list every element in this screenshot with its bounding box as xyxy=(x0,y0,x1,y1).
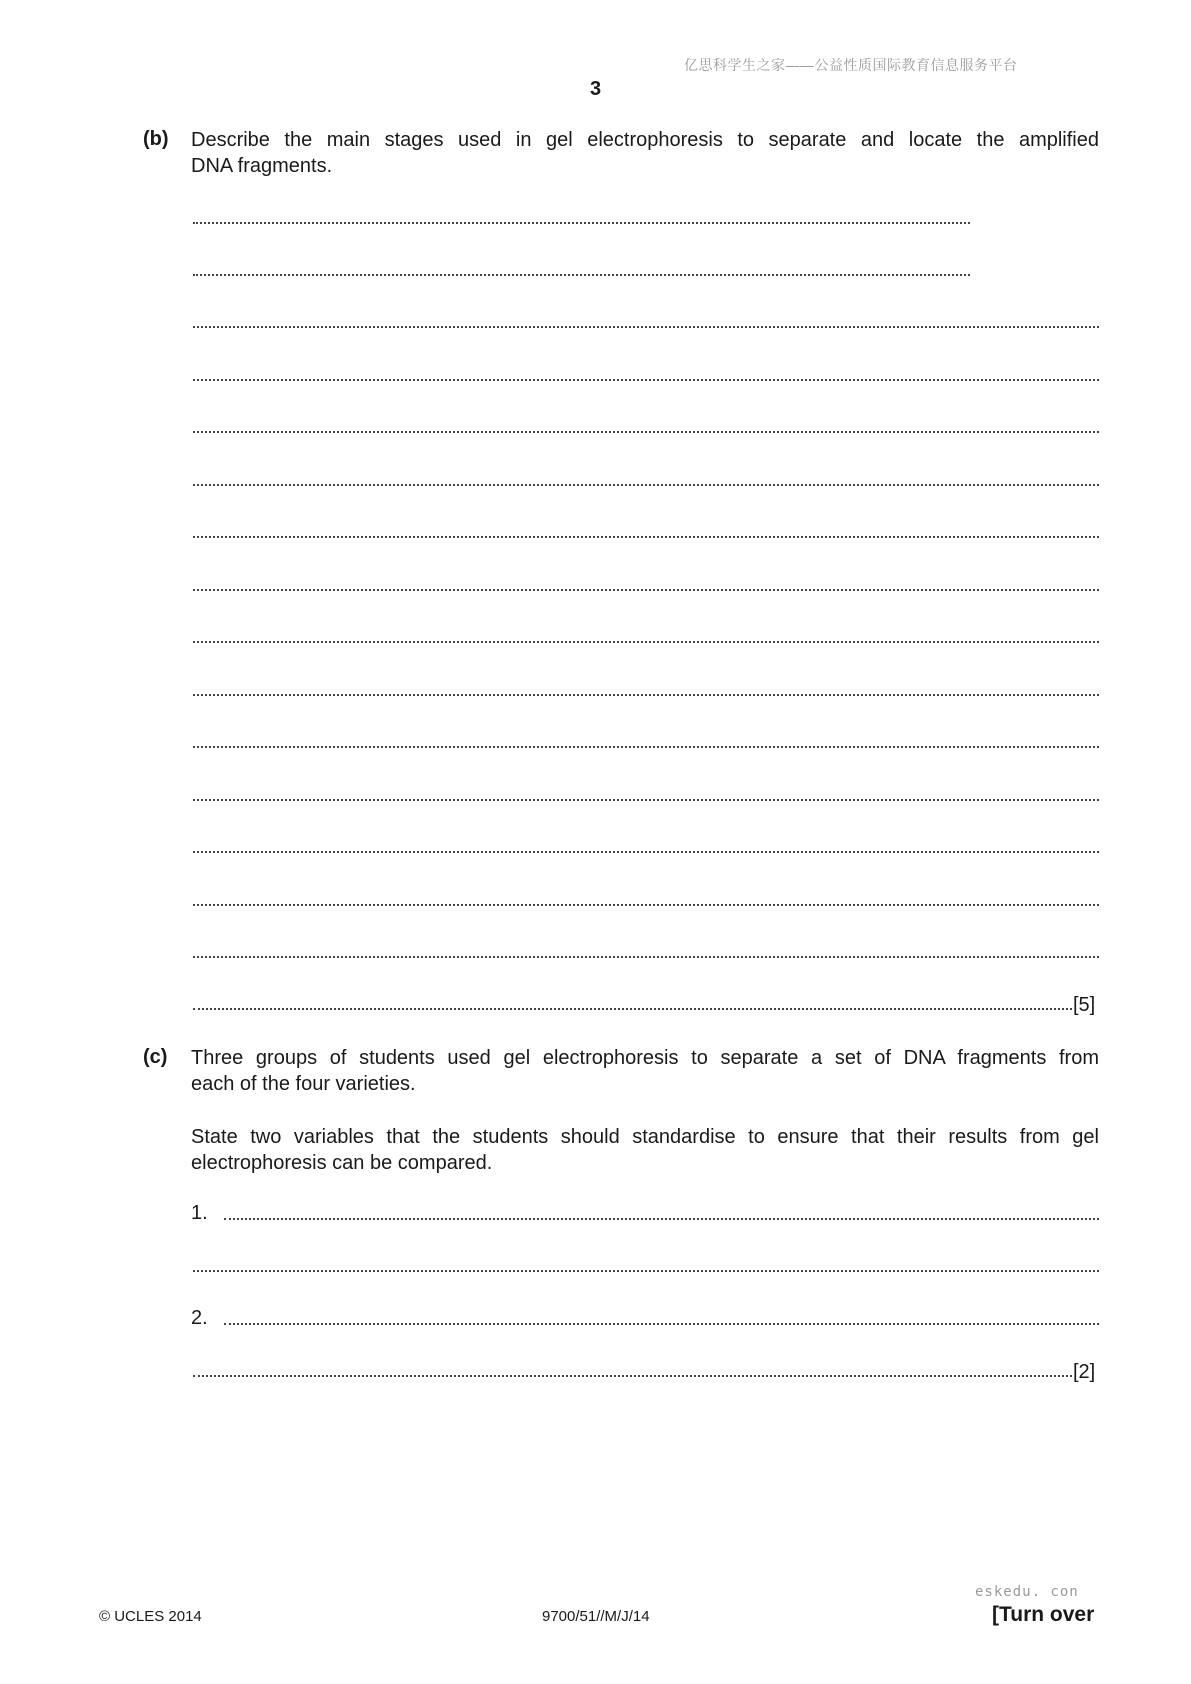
answer-line[interactable] xyxy=(193,589,1099,591)
answer-2-label: 2. xyxy=(191,1307,208,1329)
part-c-label: (c) xyxy=(143,1046,168,1068)
answer-line[interactable] xyxy=(193,904,1099,906)
answer-line[interactable] xyxy=(193,1008,1072,1010)
paper-code: 9700/51//M/J/14 xyxy=(542,1608,650,1625)
answer-2-line-continued[interactable] xyxy=(193,1375,1072,1377)
answer-line[interactable] xyxy=(193,379,1099,381)
answer-line[interactable] xyxy=(193,641,1099,643)
answer-line[interactable] xyxy=(193,694,1099,696)
answer-1-line[interactable] xyxy=(224,1218,1099,1220)
answer-2-line[interactable] xyxy=(224,1323,1099,1325)
turn-over: [Turn over xyxy=(992,1603,1095,1626)
part-c-instruction-line-1: State two variables that the students should standardise to ensure that their results from gel xyxy=(191,1126,1099,1148)
answer-line[interactable] xyxy=(193,431,1099,433)
part-c-instruction xyxy=(191,1124,1099,1176)
header-watermark: 亿思科学生之家——公益性质国际教育信息服务平台 xyxy=(684,57,1018,73)
part-c-intro xyxy=(191,1045,1099,1097)
page-number: 3 xyxy=(589,78,602,100)
part-b-question xyxy=(191,127,1099,179)
answer-line[interactable] xyxy=(193,326,1099,328)
answer-line[interactable] xyxy=(193,274,970,276)
part-b-question-line-1: Describe the main stages used in gel electrophoresis to separate and locate the amplified xyxy=(191,129,1099,151)
answer-line[interactable] xyxy=(193,956,1099,958)
answer-line[interactable] xyxy=(193,746,1099,748)
part-b-label: (b) xyxy=(143,128,169,150)
footer-watermark: eskedu. con xyxy=(975,1584,1079,1600)
answer-line[interactable] xyxy=(193,484,1099,486)
answer-line[interactable] xyxy=(193,536,1099,538)
answer-1-line-continued[interactable] xyxy=(193,1270,1099,1272)
part-b-question-line-2: DNA fragments. xyxy=(191,155,333,177)
answer-line[interactable] xyxy=(193,222,970,224)
answer-line[interactable] xyxy=(193,851,1099,853)
part-c-intro-line-1: Three groups of students used gel electrophoresis to separate a set of DNA fragments from xyxy=(191,1047,1099,1069)
copyright: © UCLES 2014 xyxy=(99,1608,202,1625)
part-b-marks: [5] xyxy=(1073,994,1096,1016)
part-c-instruction-line-2: electrophoresis can be compared. xyxy=(191,1152,493,1174)
answer-1-label: 1. xyxy=(191,1202,208,1224)
part-c-intro-line-2: each of the four varieties. xyxy=(191,1073,416,1095)
part-c-marks: [2] xyxy=(1073,1361,1096,1383)
answer-line[interactable] xyxy=(193,799,1099,801)
